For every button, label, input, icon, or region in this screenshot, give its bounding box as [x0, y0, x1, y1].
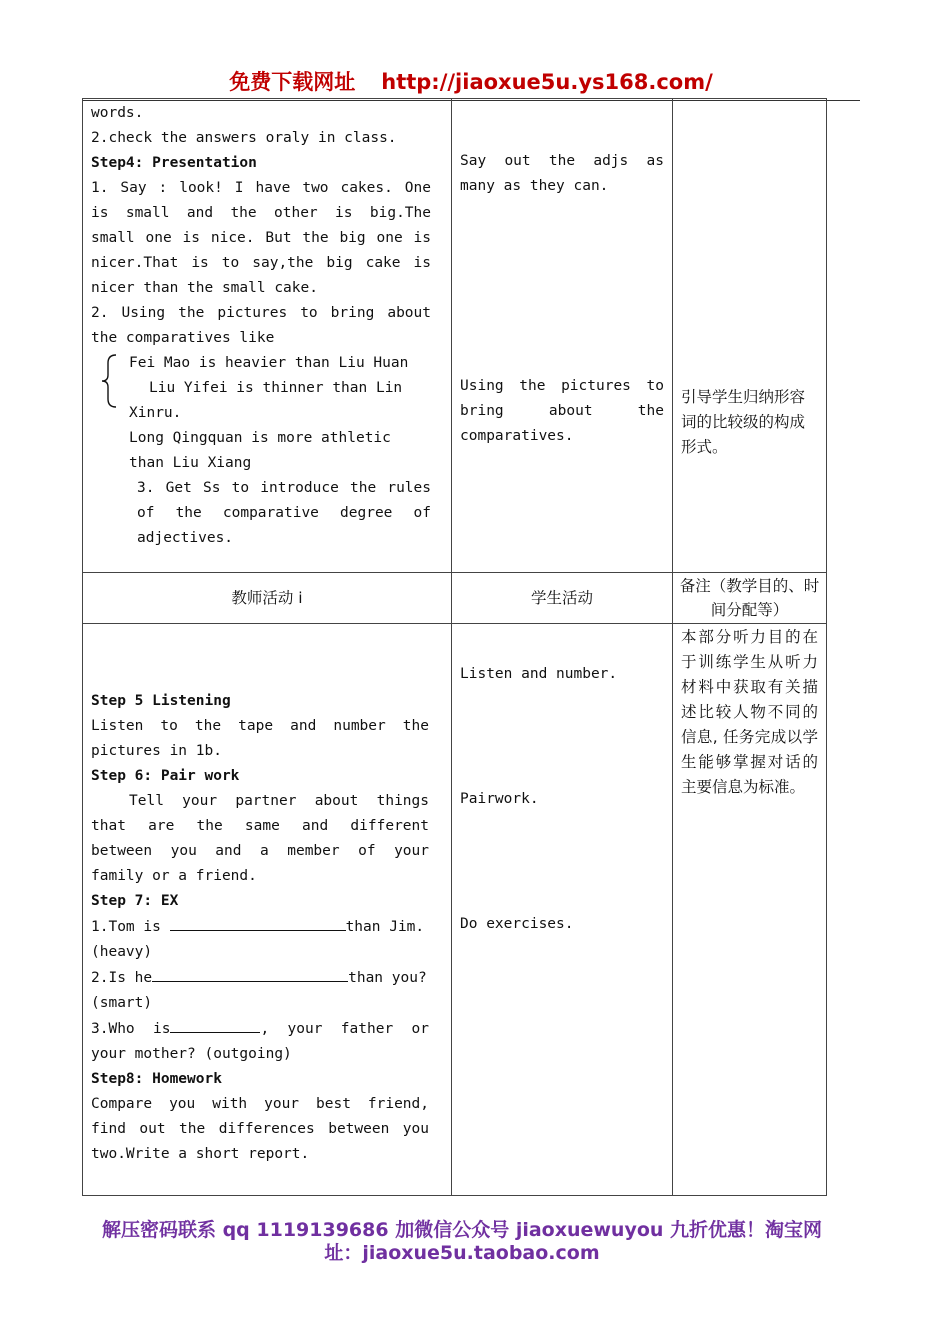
- student-item-1: Say out the adjs as many as they can.: [460, 153, 664, 194]
- exercise-1: 1.Tom is than Jim.: [91, 914, 429, 940]
- text-line: 2.check the answers oraly in class.: [91, 130, 397, 146]
- teacher-activity-cell: [83, 624, 452, 1196]
- table-header-row: [83, 573, 827, 624]
- text-line: words.: [91, 105, 144, 121]
- step4-paragraph-2: 2. Using the pictures to bring about the comparatives like: [91, 305, 431, 346]
- step8-title: Step8: Homework: [91, 1071, 222, 1087]
- student-item-1: Listen and number.: [460, 666, 618, 682]
- exercise-1-hint: (heavy): [91, 944, 153, 960]
- step4-title: Step4: Presentation: [91, 155, 257, 171]
- exercise-2-hint: (smart): [91, 995, 153, 1011]
- notes-text: 引导学生归纳形容词的比较级的构成形式。: [681, 388, 806, 456]
- exercise-2: 2.Is he than you?: [91, 965, 429, 991]
- student-item-2: Pairwork.: [460, 791, 539, 807]
- student-item-2: Using the pictures to bring about the comparatives.: [460, 378, 664, 444]
- answer-blank[interactable]: [170, 914, 346, 931]
- step5-text: Listen to the tape and number the pictures in 1b.: [91, 718, 429, 759]
- lesson-table: [82, 98, 827, 1196]
- notes-cell: [673, 99, 827, 573]
- step4-paragraph-1: 1. Say : look! I have two cakes. One is small and the other is big.The small one is nice. But the big one is nicer.That is to say,the big cake is nicer than the small cake.: [91, 180, 431, 296]
- footer-line-2[interactable]: 址：jiaoxue5u.taobao.com: [324, 1242, 600, 1264]
- step7-title: Step 7: EX: [91, 893, 179, 909]
- student-item-3: Do exercises.: [460, 916, 574, 932]
- answer-blank[interactable]: [170, 1016, 260, 1033]
- notes-text: 本部分听力目的在于训练学生从听力材料中获取有关描述比较人物不同的信息, 任务完成以学生能够掌握对话的主要信息为标准。: [681, 628, 818, 796]
- example-2: Liu Yifei is thinner than Lin Xinru.: [129, 380, 403, 421]
- header-teacher-activity: 教师活动 i: [83, 573, 452, 624]
- answer-blank[interactable]: [152, 965, 348, 982]
- table-row: [83, 624, 827, 1196]
- page-footer: [82, 1219, 842, 1265]
- exercise-3: 3.Who is , your father or your mother? (outgoing): [91, 1016, 429, 1067]
- header-notes: 备注（教学目的、时间分配等）: [673, 573, 827, 624]
- example-1: Fei Mao is heavier than Liu Huan: [129, 355, 409, 371]
- notes-cell: [673, 624, 827, 1196]
- student-activity-cell: [452, 99, 673, 573]
- step6-title: Step 6: Pair work: [91, 768, 240, 784]
- step6-text: Tell your partner about things that are the same and different between you and a member of your family or a friend.: [91, 793, 429, 884]
- teacher-activity-cell: [83, 99, 452, 573]
- header-label: 免费下载网址: [229, 70, 356, 94]
- student-activity-cell: [452, 624, 673, 1196]
- page-header: [82, 66, 860, 101]
- header-url[interactable]: http://jiaoxue5u.ys168.com/: [381, 70, 713, 94]
- example-3: Long Qingquan is more athletic than Liu Xiang: [129, 430, 391, 471]
- step4-paragraph-3: 3. Get Ss to introduce the rules of the comparative degree of adjectives.: [137, 480, 431, 546]
- footer-line-1: 解压密码联系 qq 1119139686 加微信公众号 jiaoxuewuyou 九折优惠！淘宝网: [101, 1219, 823, 1241]
- step5-title: Step 5 Listening: [91, 693, 231, 709]
- table-row: [83, 99, 827, 573]
- example-list: [91, 351, 431, 476]
- left-brace-icon: [99, 353, 119, 409]
- step8-text: Compare you with your best friend, find out the differences between you two.Write a short report.: [91, 1096, 429, 1162]
- header-student-activity: 学生活动: [452, 573, 673, 624]
